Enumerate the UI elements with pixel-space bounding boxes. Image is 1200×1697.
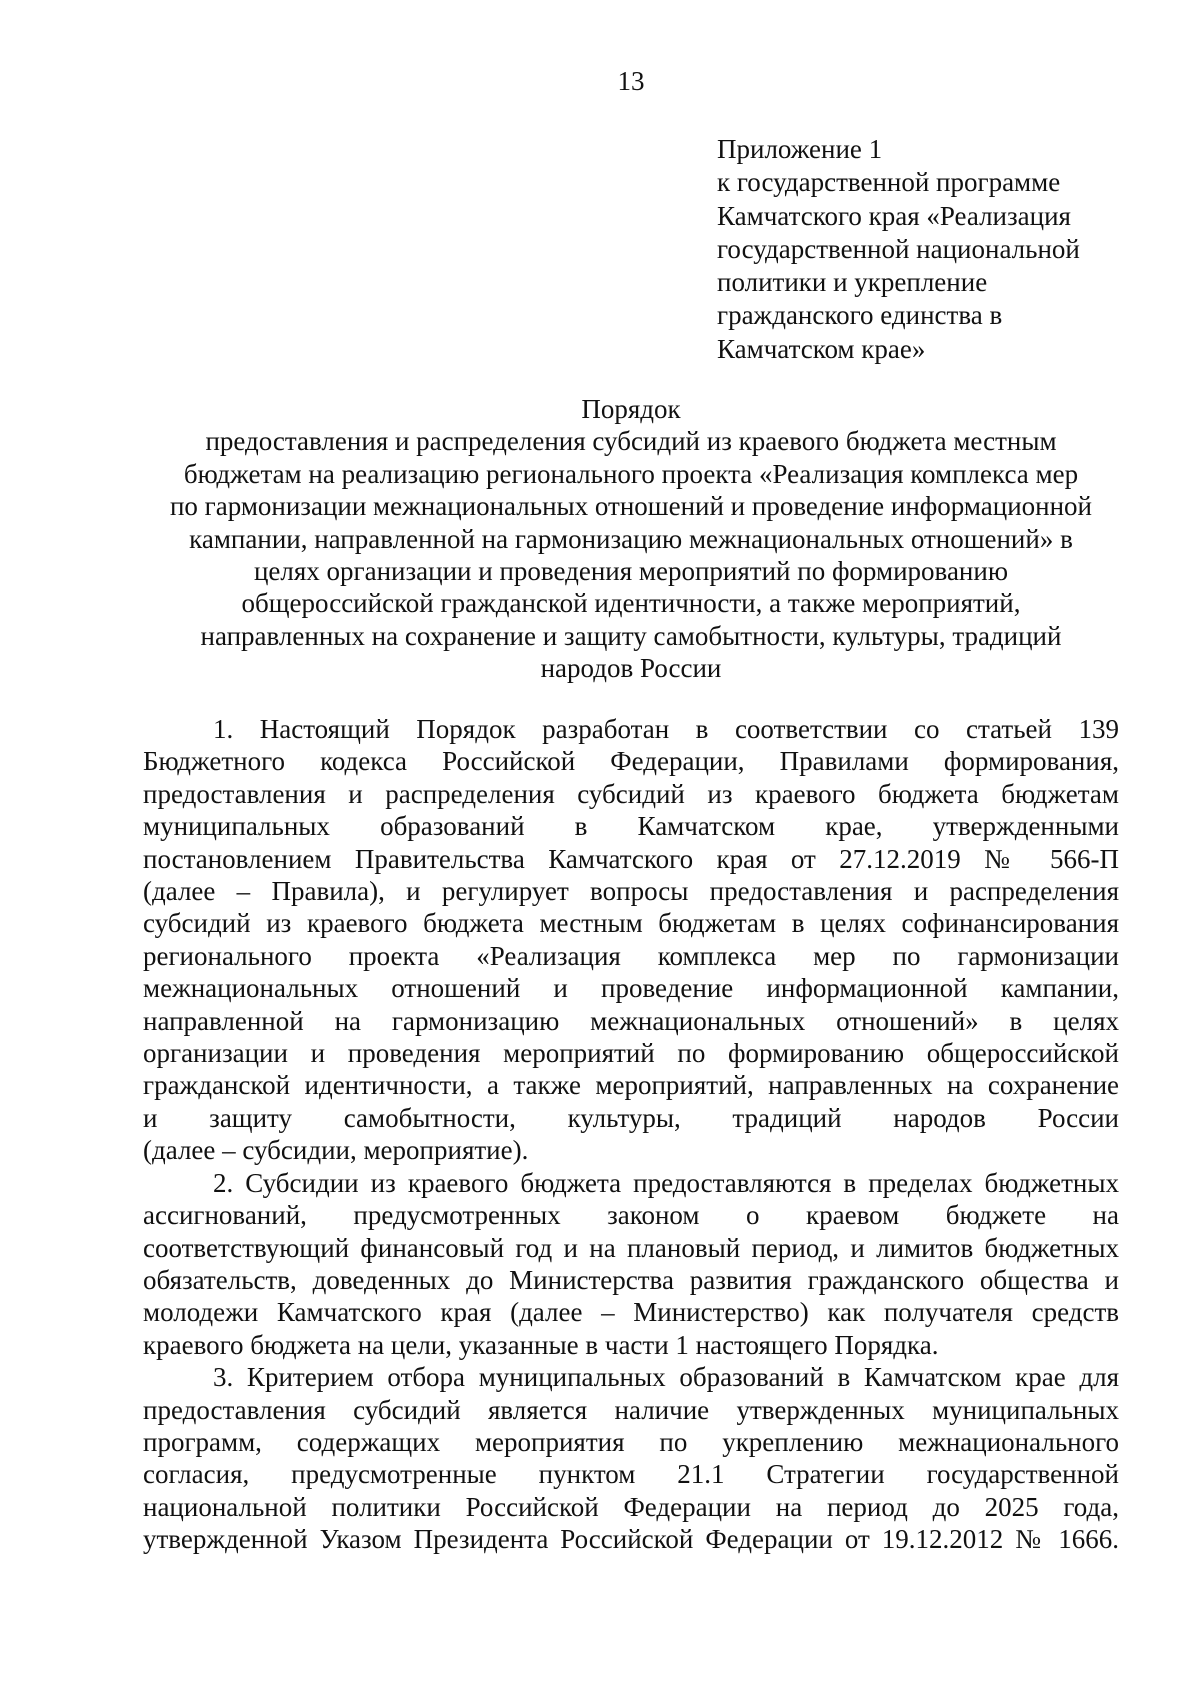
body-line: соответствующий финансовый год и на плановый период, и лимитов бюджетных <box>143 1232 1119 1263</box>
body-line: предоставления и распределения субсидий из краевого бюджета бюджетам <box>143 778 1119 809</box>
appendix-line: гражданского единства в <box>717 300 1003 331</box>
title-line: предоставления и распределения субсидий из краевого бюджета местным <box>205 426 1057 457</box>
body-line: национальной политики Российской Федерации на период до 2025 года, <box>143 1491 1119 1522</box>
title-line: по гармонизации межнациональных отношений и проведение информационной <box>169 491 1093 522</box>
body-line: межнациональных отношений и проведение информационной кампании, <box>143 973 1119 1004</box>
title-line: кампании, направленной на гармонизацию межнациональных отношений» в <box>189 523 1073 554</box>
body-line: 1. Настоящий Порядок разработан в соответствии со статьей 139 <box>213 714 1119 744</box>
body-line: регионального проекта «Реализация комплекса мер по гармонизации <box>143 940 1119 971</box>
document-body <box>143 713 1119 1556</box>
body-line: согласия, предусмотренные пунктом 21.1 Стратегии государственной <box>143 1459 1119 1490</box>
body-line: 2. Субсидии из краевого бюджета предоставляются в пределах бюджетных <box>213 1167 1119 1198</box>
paragraph-3 <box>143 1361 1119 1555</box>
title-line: целях организации и проведения мероприятий по формированию <box>253 556 1009 587</box>
body-line: молодежи Камчатского края (далее – Министерство) как получателя средств <box>143 1297 1119 1328</box>
title-line: бюджетам на реализацию регионального проекта «Реализация комплекса мер <box>183 458 1079 489</box>
body-line: организации и проведения мероприятий по формированию общероссийской <box>143 1038 1119 1069</box>
appendix-line: Приложение 1 <box>717 134 883 164</box>
title-heading: Порядок <box>581 394 681 424</box>
body-line: 3. Критерием отбора муниципальных образований в Камчатском крае для <box>213 1362 1119 1393</box>
body-line: направленной на гармонизацию межнациональных отношений» в целях <box>143 1005 1119 1036</box>
appendix-line: к государственной программе <box>717 167 1061 198</box>
appendix-line: Камчатского края «Реализация <box>717 200 1071 231</box>
title-line: общероссийской гражданской идентичности, а также мероприятий, <box>241 588 1021 619</box>
appendix-note <box>717 133 1157 366</box>
body-line: ассигнований, предусмотренных законом о краевом бюджете на <box>143 1200 1119 1231</box>
body-line: (далее – субсидии, мероприятие). <box>143 1135 529 1166</box>
body-line: (далее – Правила), и регулирует вопросы предоставления и распределения <box>143 876 1119 907</box>
paragraph-1 <box>143 713 1119 1167</box>
body-line: предоставления субсидий является наличие утвержденных муниципальных <box>143 1394 1119 1425</box>
title-line: направленных на сохранение и защиту самобытности, культуры, традиций <box>200 620 1062 651</box>
body-line: краевого бюджета на цели, указанные в части 1 настоящего Порядка. <box>143 1329 939 1360</box>
appendix-line: политики и укрепление <box>717 267 988 298</box>
title-line: народов России <box>540 653 722 684</box>
appendix-line: Камчатском крае» <box>717 333 926 364</box>
appendix-line: государственной национальной <box>717 233 1080 264</box>
body-line: субсидий из краевого бюджета местным бюджетам в целях софинансирования <box>143 908 1119 939</box>
body-line: муниципальных образований в Камчатском крае, утвержденными <box>143 811 1119 842</box>
body-line: обязательств, доведенных до Министерства развития гражданского общества и <box>143 1264 1119 1295</box>
body-line: гражданской идентичности, а также мероприятий, направленных на сохранение <box>143 1070 1119 1101</box>
body-line: и защиту самобытности, культуры, традиций народов России <box>143 1102 1119 1133</box>
page-number: 13 <box>617 66 645 96</box>
paragraph-2 <box>143 1167 1119 1361</box>
document-title <box>130 393 1132 685</box>
body-line: постановлением Правительства Камчатского края от 27.12.2019 № 566-П <box>143 843 1119 874</box>
body-line: программ, содержащих мероприятия по укреплению межнационального <box>143 1426 1119 1457</box>
body-line: Бюджетного кодекса Российской Федерации, Правилами формирования, <box>143 746 1119 777</box>
body-line: утвержденной Указом Президента Российской Федерации от 19.12.2012 № 1666. <box>143 1524 1119 1555</box>
